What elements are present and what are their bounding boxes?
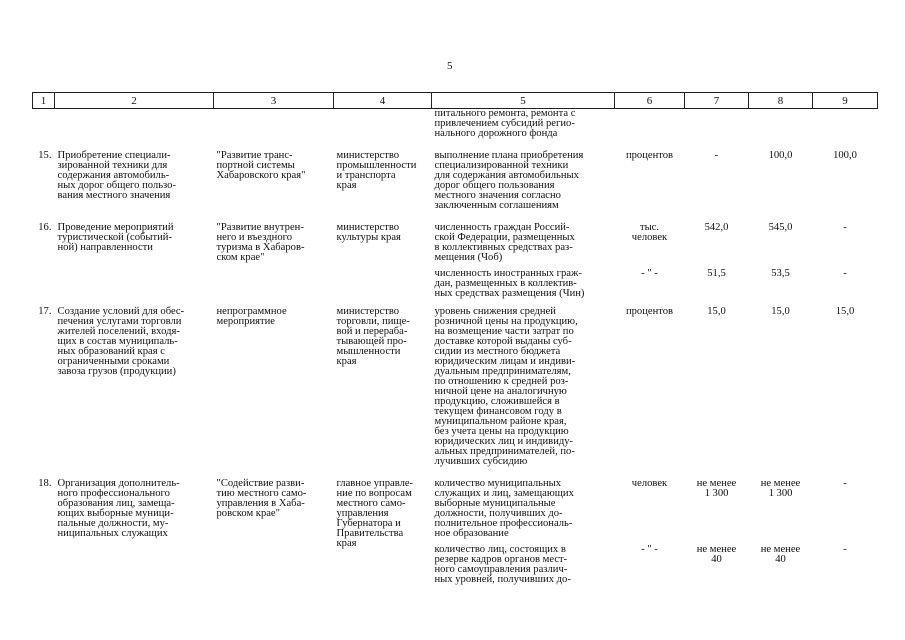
value-cell [749,109,813,152]
unit-cell: - " - [641,268,658,279]
value-cell: 545,0 [768,222,793,233]
value-cell: - [843,544,847,555]
value-cell: не менее 1 300 [760,478,801,499]
unit-cell: процентов [625,306,674,317]
event-name-cell: Проведение мероприятий туристической (событий- ной) направленности [57,222,174,253]
table-body [33,109,878,586]
program-cell: "Развитие транс- портной системы Хабаровского края" [216,150,306,181]
agency-cell: министерство промышленности и транспорта края [336,150,417,191]
unit-cell: тыс. человек [631,222,668,243]
unit-cell: процентов [625,150,674,161]
program-cell [214,109,334,152]
unit-cell: человек [631,478,668,489]
event-name-cell: Организация дополнитель- ного профессионального образования лиц, замеща- ющих выборные муници- пальные должности, му- ниципальных служащих [57,478,180,539]
indicator-cell: уровень снижения средней розничной цены на продукцию, на возмещение части затрат по доставке которой выданы суб- сидии из местного бюджета юридическим лицам и индиви- дуальным предпринимателям, по отношению к средней роз- ничной цене на аналогичную продукцию, сложившейся в текущем финансовом году в муниципальном районе края, без учета цены на продукцию юридических лиц и индивиду- альных предпринимателей, по- лучивших субсидию [434,306,578,467]
program-cell: непрограммное мероприятие [216,306,287,327]
table-row [33,307,878,479]
row-number [33,109,55,152]
unit-cell [615,109,685,152]
indicator-cell: численность иностранных граж- дан, размещенных в коллектив- ных средствах размещения (Чин) [434,268,585,299]
table-header-row [33,93,878,109]
indicator-cell: количество муниципальных служащих и лиц, замещающих выборные муниципальные должности, получивших до- полнительное профессиональ- ное образование [434,478,574,539]
event-name-cell [55,109,214,152]
value-cell [685,109,749,152]
page-number: 5 [447,60,453,72]
table-row [33,479,878,545]
column-header: 4 [334,93,432,109]
event-name-cell: Приобретение специали- зированной техники для содержания автомобиль- ных дорог общего пользо- вания местного значения [57,150,176,201]
value-cell: не менее 40 [760,544,801,565]
indicator-cell: выполнение плана приобретения специализированной техники для содержания автомобильных дорог общего пользования местного значения согласно заключенным соглашениям [434,150,584,211]
agency-cell: министерство торговли, пище- вой и перераба- тывающей про- мышленности края [336,306,410,367]
value-cell: - [843,268,847,279]
value-cell: - [843,478,847,489]
column-header: 9 [813,93,878,109]
value-cell: - [714,150,719,161]
value-cell: 51,5 [707,268,726,279]
value-cell: не менее 40 [696,544,737,565]
column-header: 5 [432,93,615,109]
value-cell: 15,0 [835,306,855,317]
table-row [33,151,878,223]
column-header: 6 [615,93,685,109]
value-cell [813,109,878,152]
row-number: 17. [38,306,52,317]
program-cell: "Содействие разви- тию местного само- управления в Хаба- ровском крае" [216,478,307,519]
value-cell: не менее 1 300 [696,478,737,499]
value-cell: 53,5 [771,268,790,279]
indicator-cell: питального ремонта, ремонта с привлечением субсидий регио- нального дорожного фонда [434,108,576,139]
indicator-cell: количество лиц, состоящих в резерве кадров органов мест- ного самоуправления различ- ных уровней, получивших до- [434,544,571,585]
unit-cell: - " - [641,544,658,555]
event-name-cell: Создание условий для обес- печения услугами торговли жителей поселений, входя- щих в состав муниципаль- ных образований края с ограниченными сроками завоза грузов (продукции) [57,306,185,377]
value-cell: 15,0 [771,306,790,317]
row-number: 18. [38,478,52,489]
agency-cell: министерство культуры края [336,222,401,243]
value-cell: 542,0 [704,222,729,233]
value-cell: - [843,222,847,233]
agency-cell: главное управле- ние по вопросам местного само- управления Губернатора и Правительства края [336,478,414,549]
column-header: 7 [685,93,749,109]
row-number: 16. [38,222,52,233]
value-cell: 15,0 [707,306,726,317]
agency-cell [334,109,432,152]
indicator-cell: численность граждан Россий- ской Федерации, размещенных в коллективных средствах раз- мещения (Чоб) [434,222,575,263]
column-header: 2 [55,93,214,109]
table-row [33,109,878,152]
program-cell: "Развитие внутрен- него и въездного туризма в Хабаров- ском крае" [216,222,305,263]
value-cell: 100,0 [833,150,857,161]
column-header: 3 [214,93,334,109]
value-cell: 100,0 [768,150,793,161]
column-header: 1 [33,93,55,109]
indicators-table [32,92,878,585]
column-header: 8 [749,93,813,109]
row-number: 15. [38,150,52,161]
table-row [33,223,878,269]
